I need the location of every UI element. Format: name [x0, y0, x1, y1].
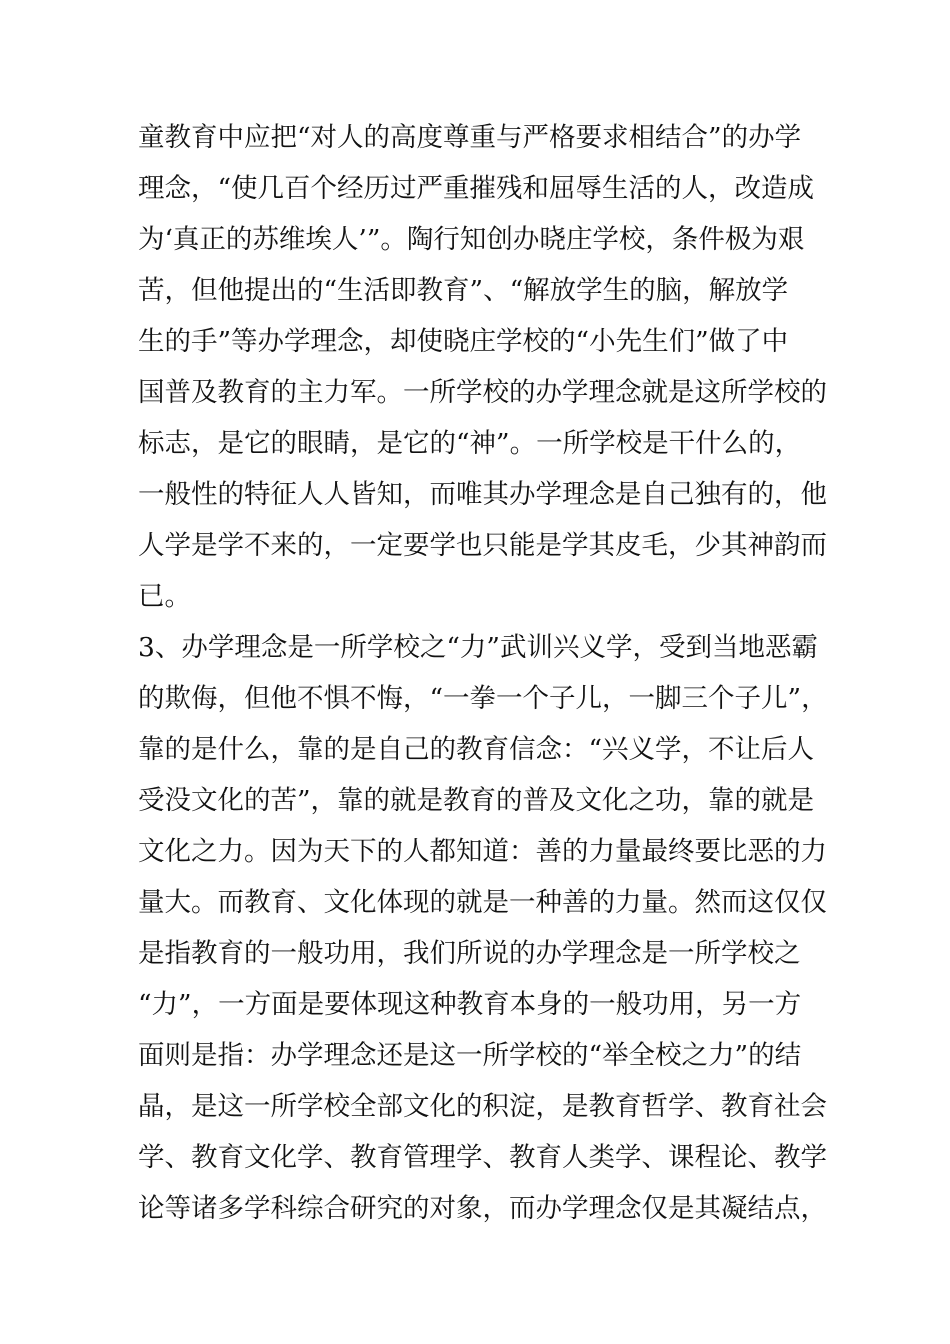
text-line: 国普及教育的主力军。一所学校的办学理念就是这所学校的 [138, 377, 827, 408]
text-line: 为‘真正的苏维埃人’”。陶行知创办晓庄学校，条件极为艰 [138, 224, 805, 255]
text-line: 生的手”等办学理念，却使晓庄学校的“小先生们”做了中 [138, 326, 789, 357]
text-line: 人学是学不来的，一定要学也只能是学其皮毛，少其神韵而 [138, 530, 827, 561]
text-line: 论等诸多学科综合研究的对象，而办学理念仅是其凝结点， [138, 1193, 827, 1224]
text-line: 苦，但他提出的“生活即教育”、“解放学生的脑，解放学 [138, 275, 789, 306]
text-line: 标志，是它的眼睛，是它的“神”。一所学校是干什么的， [138, 428, 802, 459]
text-line: 受没文化的苦”，靠的就是教育的普及文化之功，靠的就是 [138, 785, 815, 816]
text-line: 3、办学理念是一所学校之“力”武训兴义学，受到当地恶霸 [138, 632, 818, 663]
text-line: 是指教育的一般功用，我们所说的办学理念是一所学校之 [138, 938, 801, 969]
text-line: 量大。而教育、文化体现的就是一种善的力量。然而这仅仅 [138, 887, 827, 918]
text-line: 晶，是这一所学校全部文化的积淀，是教育哲学、教育社会 [138, 1091, 827, 1122]
text-line: 理念，“使几百个经历过严重摧残和屈辱生活的人，改造成 [138, 173, 815, 204]
body-text [138, 112, 838, 1234]
text-line: 的欺侮，但他不惧不悔，“一拳一个子儿，一脚三个子儿”， [138, 683, 828, 714]
text-line: 文化之力。因为天下的人都知道：善的力量最终要比恶的力 [138, 836, 827, 867]
text-line: 靠的是什么，靠的是自己的教育信念：“兴义学，不让后人 [138, 734, 815, 765]
text-line: 已。 [138, 581, 191, 612]
text-line: 童教育中应把“对人的高度尊重与严格要求相结合”的办学 [138, 122, 802, 153]
text-line: 学、教育文化学、教育管理学、教育人类学、课程论、教学 [138, 1142, 827, 1173]
text-line: 面则是指：办学理念还是这一所学校的“举全校之力”的结 [138, 1040, 802, 1071]
text-line: 一般性的特征人人皆知，而唯其办学理念是自己独有的，他 [138, 479, 827, 510]
text-line: “力”，一方面是要体现这种教育本身的一般功用，另一方 [138, 989, 802, 1020]
